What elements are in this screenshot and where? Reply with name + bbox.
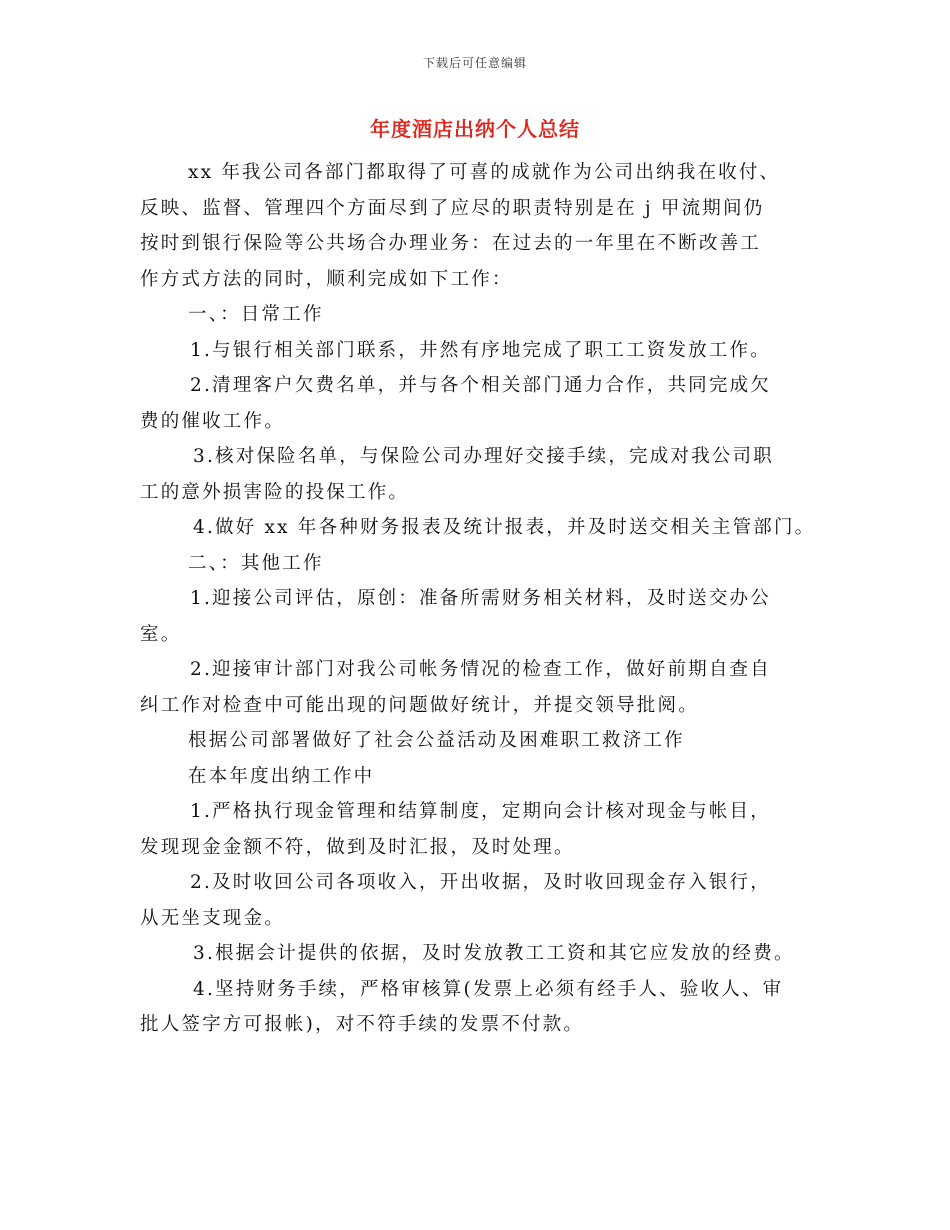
body-line: 2.清理客户欠费名单，并与各个相关部门通力合作，共同完成欠 [190,375,771,396]
body-line: 1.与银行相关部门联系，井然有序地完成了职工工资发放工作。 [190,339,771,361]
body-line: 作方式方法的同时，顺利完成如下工作： [140,268,513,290]
body-line: 3.根据会计提供的依据，及时发放教工工资和其它应发放的经费。 [193,943,795,964]
document-body [140,155,820,1043]
body-line: 从无坐支现金。 [140,907,285,929]
body-line: 在本年度出纳工作中 [188,765,375,787]
body-line: 一、：日常工作 [188,304,324,325]
header-note: 下载后可任意编辑 [422,56,527,70]
body-line: 1.迎接公司评估，原创：准备所需财务相关材料，及时送交办公 [190,588,771,609]
body-line: 根据公司部署做好了社会公益活动及困难职工救济工作 [188,730,685,751]
document-title: 年度酒店出纳个人总结 [370,117,580,141]
body-line: 反映、监督、管理四个方面尽到了应尽的职责特别是在 j 甲流期间仍 [140,197,765,219]
body-line: xx 年我公司各部门都取得了可喜的成就作为公司出纳我在收付、 [188,162,781,183]
body-line: 4.做好 xx 年各种财务报表及统计报表，并及时送交相关主管部门。 [193,517,816,538]
body-line: 工的意外损害险的投保工作。 [140,481,410,503]
body-line: 4.坚持财务手续，严格审核算(发票上必须有经手人、验收人、审 [193,978,784,1000]
body-line: 2.及时收回公司各项收入，开出收据，及时收回现金存入银行， [190,872,771,893]
body-line: 1.严格执行现金管理和结算制度，定期向会计核对现金与帐目， [190,801,771,822]
body-line: 二、：其他工作 [188,552,324,574]
body-line: 费的催收工作。 [140,410,285,432]
body-line: 纠工作对检查中可能出现的问题做好统计，并提交领导批阅。 [140,694,699,716]
body-line: 发现现金金额不符，做到及时汇报，及时处理。 [140,836,575,858]
body-line: 按时到银行保险等公共场合办理业务：在过去的一年里在不断改善工 [140,233,762,254]
body-line: 2.迎接审计部门对我公司帐务情况的检查工作，做好前期自查自 [190,659,771,680]
body-line: 3.核对保险名单，与保险公司办理好交接手续，完成对我公司职 [193,446,774,467]
body-line: 室。 [140,623,182,645]
body-line: 批人签字方可报帐)，对不符手续的发票不付款。 [140,1014,585,1035]
